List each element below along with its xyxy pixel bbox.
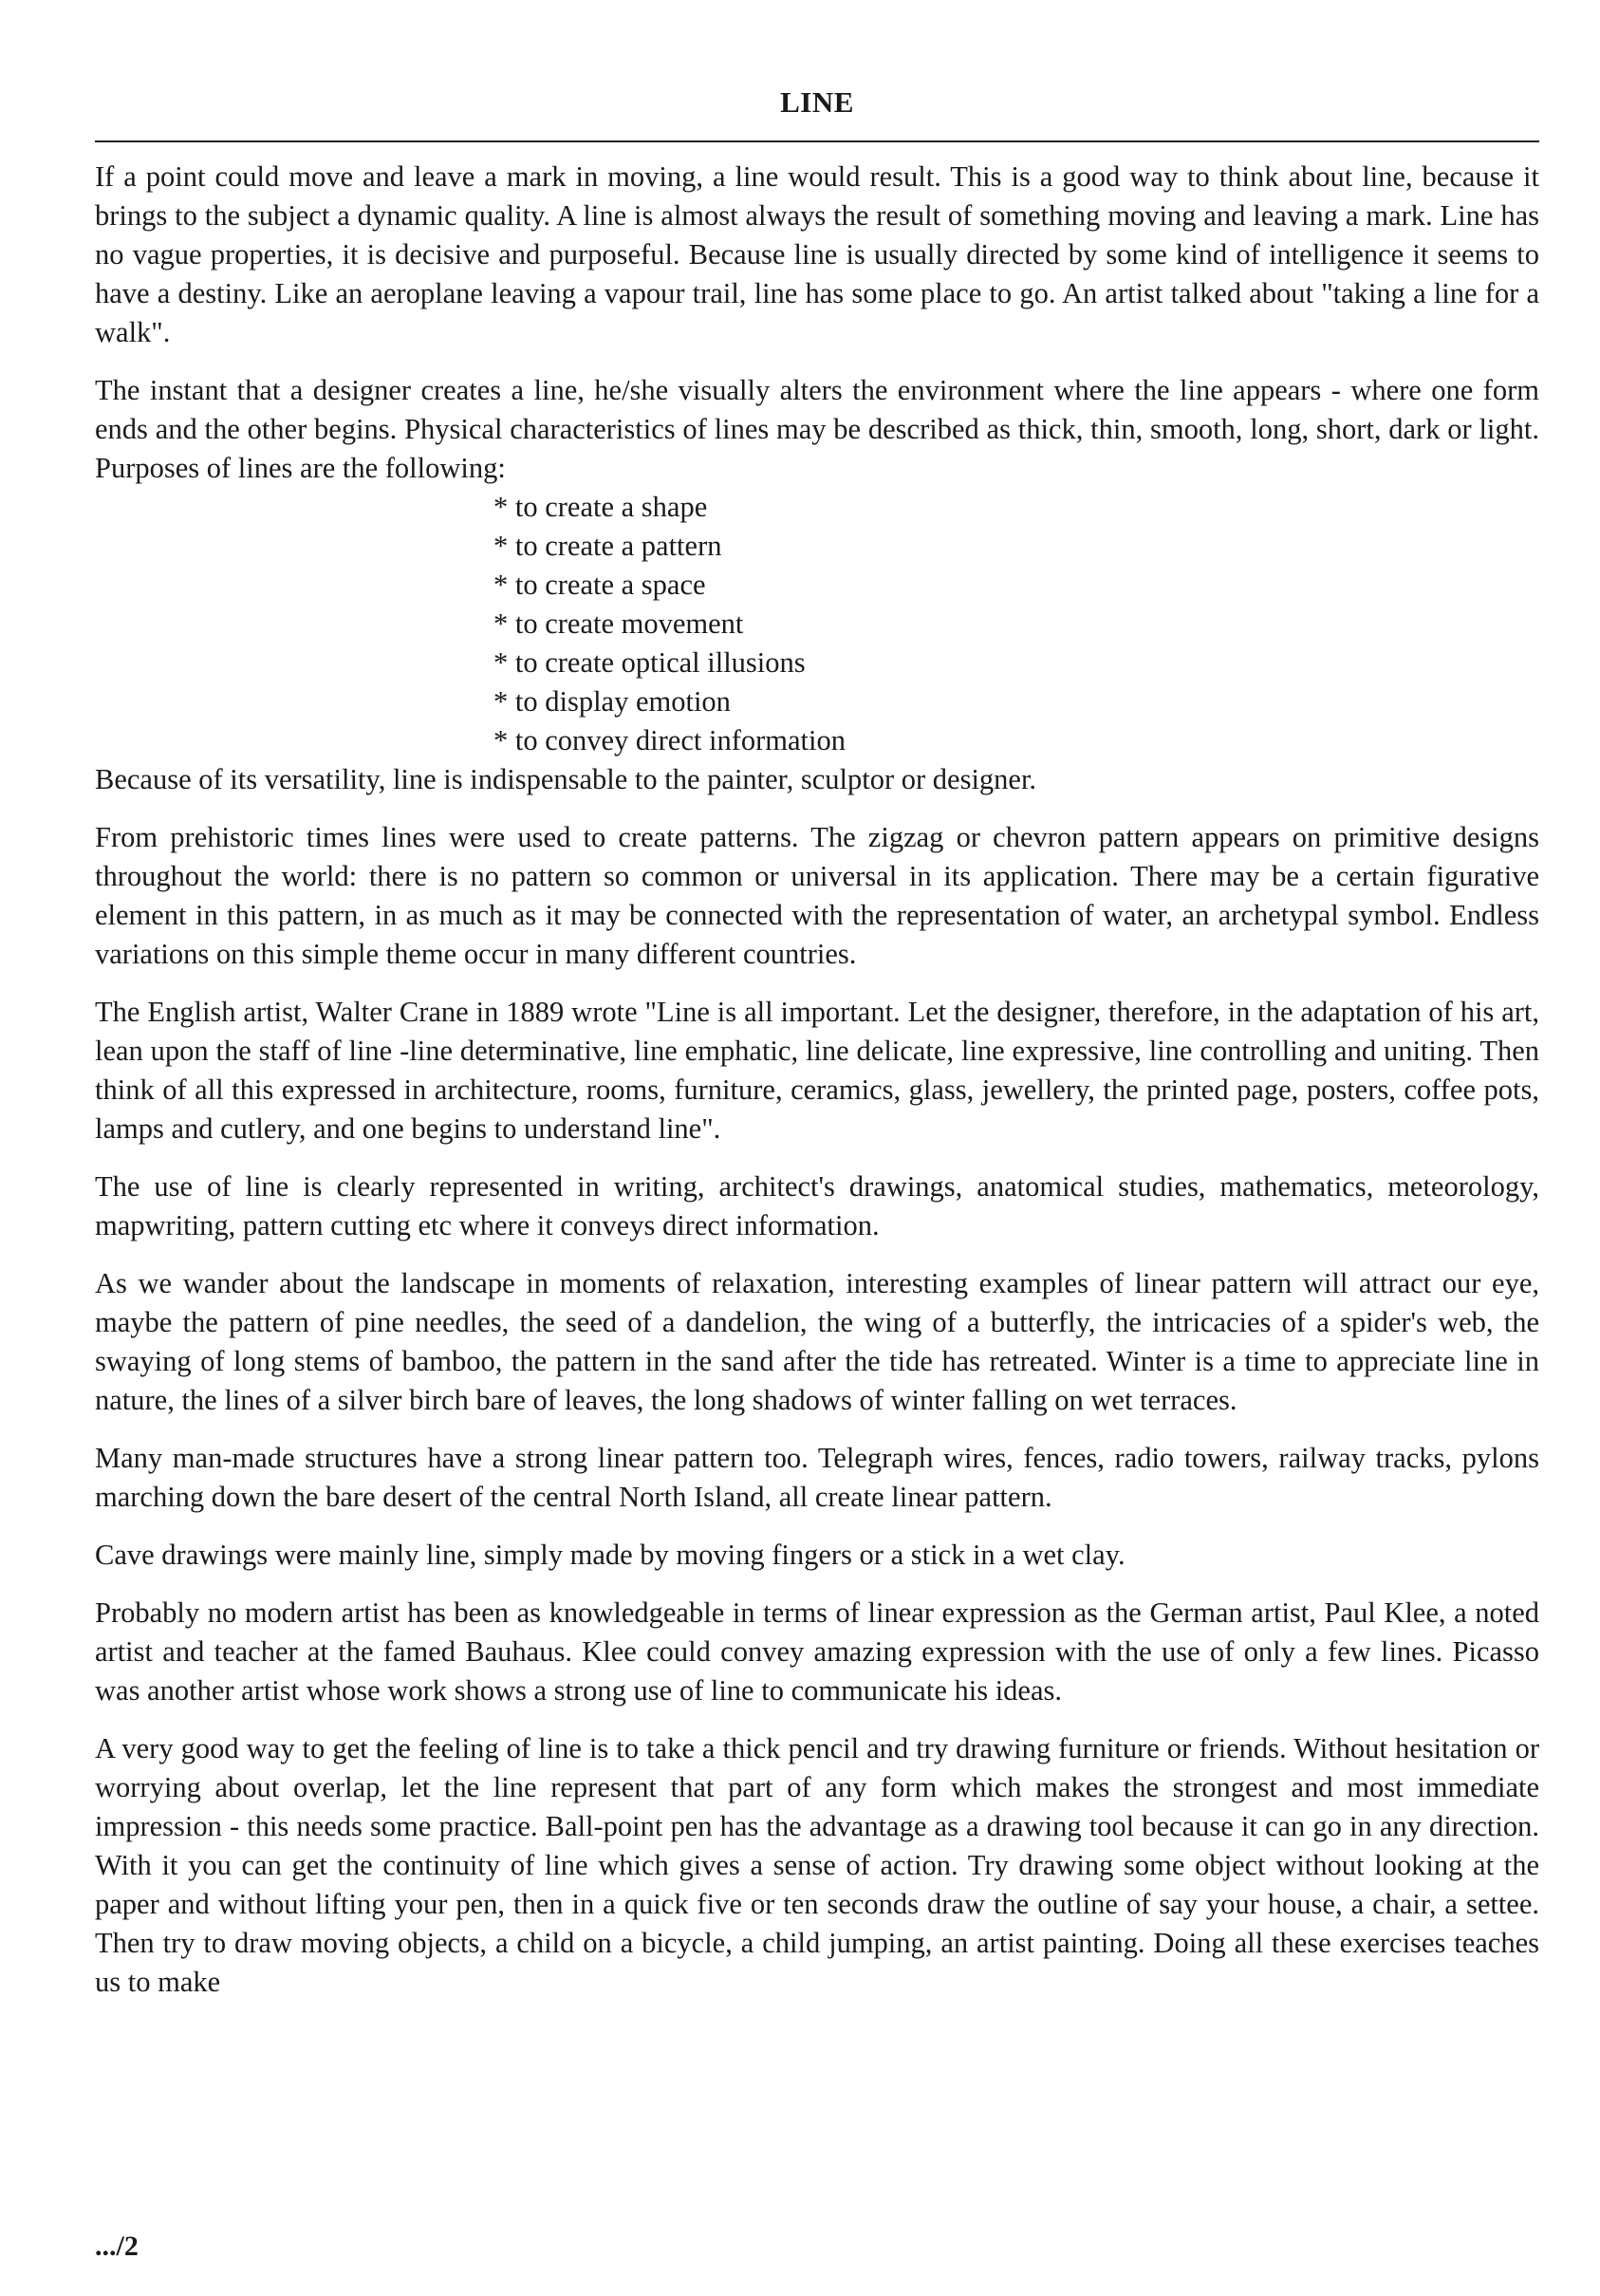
list-item: * to convey direct information (493, 724, 846, 756)
list-item: * to create a shape (493, 491, 708, 523)
paragraph-9: Probably no modern artist has been as knowledgeable in terms of linear expression as the German artist, Paul Klee, a noted artist and teacher at the famed Bauhaus. Klee could convey amazing expression with the use of only a few lines. Picasso was another artist whose work shows a strong use of line to communicate his ideas. (95, 1596, 1539, 1707)
paragraph-3: From prehistoric times lines were used to create patterns. The zigzag or chevron pattern appears on primitive designs throughout the world: there is no pattern so common or universal in its application. There may be a certain figurative element in this pattern, in as much as it may be connected with the representation of water, an archetypal symbol. Endless variations on this simple theme occur in many different countries. (95, 821, 1539, 970)
document-page (95, 85, 1539, 2002)
list-item: * to create movement (493, 607, 744, 640)
list-item: * to display emotion (493, 685, 731, 718)
page-title: LINE (780, 85, 854, 119)
paragraph-5: The use of line is clearly represented in writing, architect's drawings, anatomical studies, mathematics, meteorology, mapwriting, pattern cutting etc where it conveys direct information. (95, 1170, 1539, 1241)
list-item: * to create optical illusions (493, 646, 806, 679)
list-item: * to create a space (493, 569, 706, 601)
paragraph-2: The instant that a designer creates a line, he/she visually alters the environment where the line appears - where one form ends and the other begins. Physical characteristics of lines may be described as thick, thin, smooth, long, short, dark or light. Purposes of lines are the following: (95, 374, 1539, 484)
title-rule (95, 140, 1539, 142)
paragraph-1: If a point could move and leave a mark in moving, a line would result. This is a good way to think about line, because it brings to the subject a dynamic quality. A line is almost always the result of something moving and leaving a mark. Line has no vague properties, it is decisive and purposeful. Because line is usually directed by some kind of intelligence it seems to have a destiny. Like an aeroplane leaving a vapour trail, line has some place to go. An artist talked about "taking a line for a walk". (95, 160, 1539, 348)
paragraph-8: Cave drawings were mainly line, simply made by moving fingers or a stick in a wet clay. (95, 1539, 1126, 1571)
paragraph-10: A very good way to get the feeling of line is to take a thick pencil and try drawing furniture or friends. Without hesitation or worrying about overlap, let the line represent that part of any form which makes the strongest and most immediate impression - this needs some practice. Ball-point pen has the advantage as a drawing tool because it can go in any direction. With it you can get the continuity of line which gives a sense of action. Try drawing some object without looking at the paper and without lifting your pen, then in a quick five or ten seconds draw the outline of say your house, a chair, a settee. Then try to draw moving objects, a child on a bicycle, a child jumping, an artist painting. Doing all these exercises teaches us to make (95, 1732, 1539, 1998)
paragraph-2-closing: Because of its versatility, line is indispensable to the painter, sculptor or designer. (95, 763, 1037, 795)
purposes-list (95, 488, 1539, 760)
paragraph-4: The English artist, Walter Crane in 1889 wrote "Line is all important. Let the designer, therefore, in the adaptation of his art, lean upon the staff of line -line determinative, line emphatic, line delicate, line expressive, line controlling and uniting. Then think of all this expressed in architecture, rooms, furniture, ceramics, glass, jewellery, the printed page, posters, coffee pots, lamps and cutlery, and one begins to understand line". (95, 996, 1539, 1145)
paragraph-7: Many man-made structures have a strong linear pattern too. Telegraph wires, fences, radio towers, railway tracks, pylons marching down the bare desert of the central North Island, all create linear pattern. (95, 1442, 1539, 1513)
paragraph-6: As we wander about the landscape in moments of relaxation, interesting examples of linear pattern will attract our eye, maybe the pattern of pine needles, the seed of a dandelion, the wing of a butterfly, the intricacies of a spider's web, the swaying of long stems of bamboo, the pattern in the sand after the tide has retreated. Winter is a time to appreciate line in nature, the lines of a silver birch bare of leaves, the long shadows of winter falling on wet terraces. (95, 1267, 1539, 1416)
page-continuation-marker: .../2 (95, 2231, 139, 2262)
list-item: * to create a pattern (493, 530, 722, 562)
